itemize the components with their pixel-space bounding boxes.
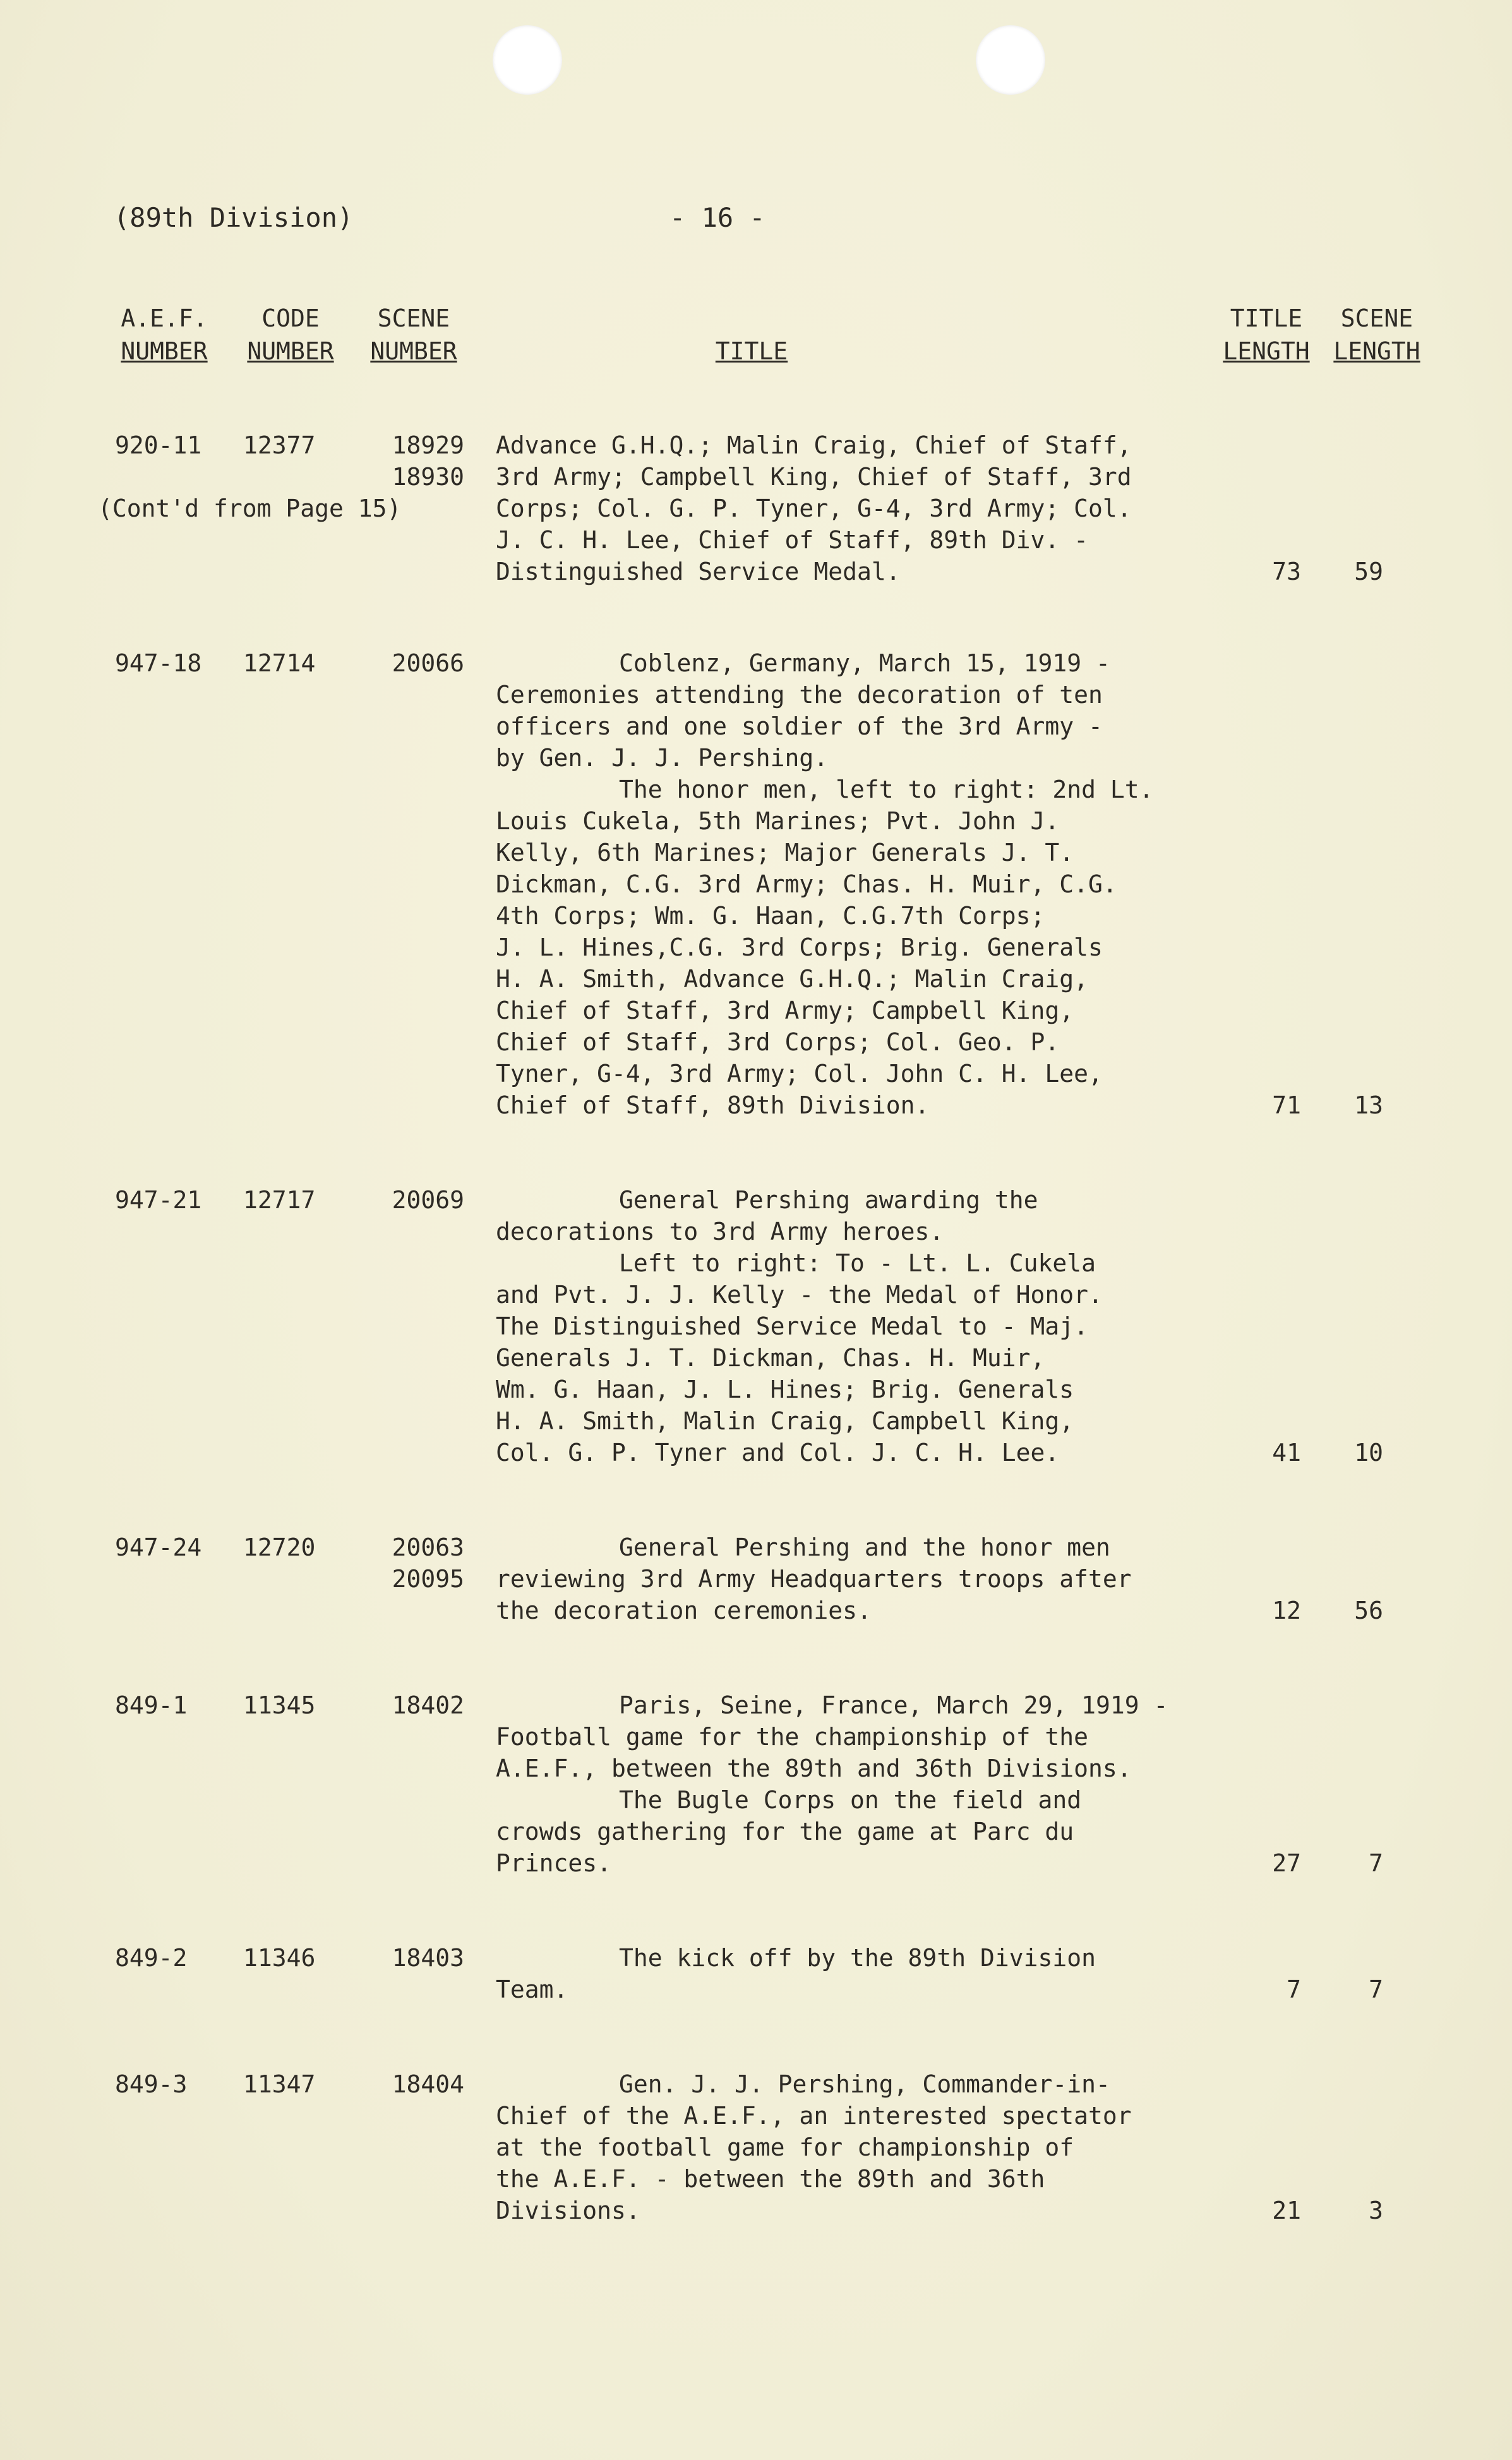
column-header-text: NUMBER — [370, 337, 457, 365]
title-text — [496, 1942, 1209, 2005]
scene-numbers — [363, 2068, 464, 2100]
scene-numbers — [363, 429, 464, 493]
title-line: H. A. Smith, Malin Craig, Campbell King, — [496, 1407, 1074, 1435]
title-line: decorations to 3rd Army heroes. — [496, 1218, 944, 1245]
title-line: at the football game for championship of — [496, 2133, 1074, 2161]
title-line: Gen. J. J. Pershing, Commander-in- — [619, 2070, 1110, 2098]
column-header-aef-number — [111, 302, 218, 368]
page-number: - 16 - — [669, 202, 765, 233]
scene-number: 20066 — [392, 649, 464, 677]
punch-hole — [976, 25, 1045, 95]
title-length: 27 — [1272, 1849, 1301, 1877]
title-line: reviewing 3rd Army Headquarters troops after — [496, 1565, 1132, 1593]
scene-number: 18402 — [392, 1691, 464, 1719]
column-header-text: TITLE — [715, 337, 788, 365]
title-length: 21 — [1272, 2197, 1301, 2224]
title-line: Team. — [496, 1976, 568, 2003]
title-line: The kick off by the 89th Division — [619, 1944, 1096, 1972]
scene-length: 10 — [1354, 1439, 1383, 1467]
column-header-text: NUMBER — [247, 337, 334, 365]
division-label: (89th Division) — [114, 202, 354, 233]
scene-numbers — [363, 1532, 464, 1595]
title-line: Wm. G. Haan, J. L. Hines; Brig. Generals — [496, 1376, 1074, 1403]
scene-length: 7 — [1369, 1976, 1383, 2003]
title-line: General Pershing and the honor men — [619, 1533, 1110, 1561]
scene-number: 20095 — [392, 1565, 464, 1593]
title-line: 3rd Army; Campbell King, Chief of Staff, 3rd — [496, 463, 1132, 491]
scene-numbers — [363, 647, 464, 679]
column-header-text: SCENE — [377, 304, 450, 332]
scene-number: 18404 — [392, 2070, 464, 2098]
title-line: Louis Cukela, 5th Marines; Pvt. John J. — [496, 807, 1060, 835]
aef-number: 849-1 — [115, 1691, 188, 1719]
title-line: Left to right: To - Lt. L. Cukela — [619, 1249, 1096, 1277]
title-length: 73 — [1272, 558, 1301, 585]
title-line: Tyner, G-4, 3rd Army; Col. John C. H. Lee, — [496, 1060, 1103, 1088]
title-line: Corps; Col. G. P. Tyner, G-4, 3rd Army; Col. — [496, 495, 1132, 522]
column-header-text: LENGTH — [1333, 337, 1420, 365]
title-line: Dickman, C.G. 3rd Army; Chas. H. Muir, C.G. — [496, 870, 1117, 898]
scene-number: 18930 — [392, 463, 464, 491]
code-number: 12377 — [243, 431, 316, 459]
scene-numbers — [363, 1942, 464, 1974]
column-header-text: SCENE — [1340, 304, 1413, 332]
title-line: General Pershing awarding the — [619, 1186, 1038, 1214]
scene-length: 13 — [1354, 1091, 1383, 1119]
title-line: Kelly, 6th Marines; Major Generals J. T. — [496, 839, 1074, 867]
title-line: H. A. Smith, Advance G.H.Q.; Malin Craig, — [496, 965, 1088, 993]
code-number: 12717 — [243, 1186, 316, 1214]
scene-number: 18929 — [392, 431, 464, 459]
title-line: Coblenz, Germany, March 15, 1919 - — [619, 649, 1110, 677]
scene-length: 3 — [1369, 2197, 1383, 2224]
title-line: Chief of Staff, 89th Division. — [496, 1091, 930, 1119]
aef-number: 947-24 — [115, 1533, 202, 1561]
title-line: Generals J. T. Dickman, Chas. H. Muir, — [496, 1344, 1045, 1372]
title-text — [496, 1532, 1209, 1626]
aef-number: 920-11 — [115, 431, 202, 459]
column-header-text: CODE — [261, 304, 320, 332]
title-line: Distinguished Service Medal. — [496, 558, 901, 585]
title-line: Football game for the championship of the — [496, 1723, 1088, 1751]
column-header-text: NUMBER — [121, 337, 208, 365]
aef-number: 947-21 — [115, 1186, 202, 1214]
title-line: A.E.F., between the 89th and 36th Divisions. — [496, 1755, 1132, 1782]
title-text — [496, 429, 1209, 587]
title-line: The Bugle Corps on the field and — [619, 1786, 1082, 1814]
scene-number: 20063 — [392, 1533, 464, 1561]
title-line: The Distinguished Service Medal to - Maj. — [496, 1312, 1088, 1340]
punch-hole — [493, 25, 562, 95]
code-number: 11347 — [243, 2070, 316, 2098]
column-header-code-number — [237, 302, 344, 368]
title-text — [496, 1689, 1209, 1879]
aef-number: 849-2 — [115, 1944, 188, 1972]
scene-number: 18403 — [392, 1944, 464, 1972]
title-line: Col. G. P. Tyner and Col. J. C. H. Lee. — [496, 1439, 1060, 1467]
title-line: the A.E.F. - between the 89th and 36th — [496, 2165, 1045, 2193]
scene-length: 56 — [1354, 1597, 1383, 1624]
column-header-text: TITLE — [1230, 304, 1303, 332]
title-line: Advance G.H.Q.; Malin Craig, Chief of Staff, — [496, 431, 1132, 459]
scene-numbers — [363, 1184, 464, 1216]
title-line: 4th Corps; Wm. G. Haan, C.G.7th Corps; — [496, 902, 1045, 930]
title-text — [496, 2068, 1209, 2226]
aef-number: 947-18 — [115, 649, 202, 677]
title-text — [496, 1184, 1209, 1468]
code-number: 11346 — [243, 1944, 316, 1972]
title-line: The honor men, left to right: 2nd Lt. — [619, 776, 1154, 803]
column-header-text: LENGTH — [1223, 337, 1310, 365]
title-length: 7 — [1287, 1976, 1301, 2003]
title-line: Chief of the A.E.F., an interested spectator — [496, 2102, 1132, 2130]
aef-number: 849-3 — [115, 2070, 188, 2098]
code-number: 11345 — [243, 1691, 316, 1719]
title-line: Ceremonies attending the decoration of ten — [496, 681, 1103, 709]
code-number: 12714 — [243, 649, 316, 677]
continuation-note: (Cont'd from Page 15) — [98, 495, 402, 522]
title-line: the decoration ceremonies. — [496, 1597, 872, 1624]
title-line: Divisions. — [496, 2197, 640, 2224]
title-line: J. C. H. Lee, Chief of Staff, 89th Div. - — [496, 526, 1088, 554]
title-line: Paris, Seine, France, March 29, 1919 - — [619, 1691, 1168, 1719]
code-number: 12720 — [243, 1533, 316, 1561]
scene-number: 20069 — [392, 1186, 464, 1214]
title-line: Chief of Staff, 3rd Corps; Col. Geo. P. — [496, 1028, 1060, 1056]
scene-length: 59 — [1354, 558, 1383, 585]
column-header-title-length — [1216, 302, 1317, 368]
title-length: 71 — [1272, 1091, 1301, 1119]
title-line: and Pvt. J. J. Kelly - the Medal of Honor. — [496, 1281, 1103, 1309]
column-header-scene-length — [1326, 302, 1427, 368]
title-line: J. L. Hines,C.G. 3rd Corps; Brig. Generals — [496, 933, 1103, 961]
title-line: by Gen. J. J. Pershing. — [496, 744, 829, 772]
title-length: 12 — [1272, 1597, 1301, 1624]
scene-length: 7 — [1369, 1849, 1383, 1877]
column-header-scene-number — [360, 302, 467, 368]
title-length: 41 — [1272, 1439, 1301, 1467]
column-header-title — [701, 335, 802, 368]
title-line: Princes. — [496, 1849, 612, 1877]
scene-numbers — [363, 1689, 464, 1721]
title-line: crowds gathering for the game at Parc du — [496, 1818, 1074, 1845]
title-line: Chief of Staff, 3rd Army; Campbell King, — [496, 997, 1074, 1024]
title-line: officers and one soldier of the 3rd Army - — [496, 712, 1103, 740]
column-header-text: A.E.F. — [121, 304, 208, 332]
title-text — [496, 647, 1209, 1121]
